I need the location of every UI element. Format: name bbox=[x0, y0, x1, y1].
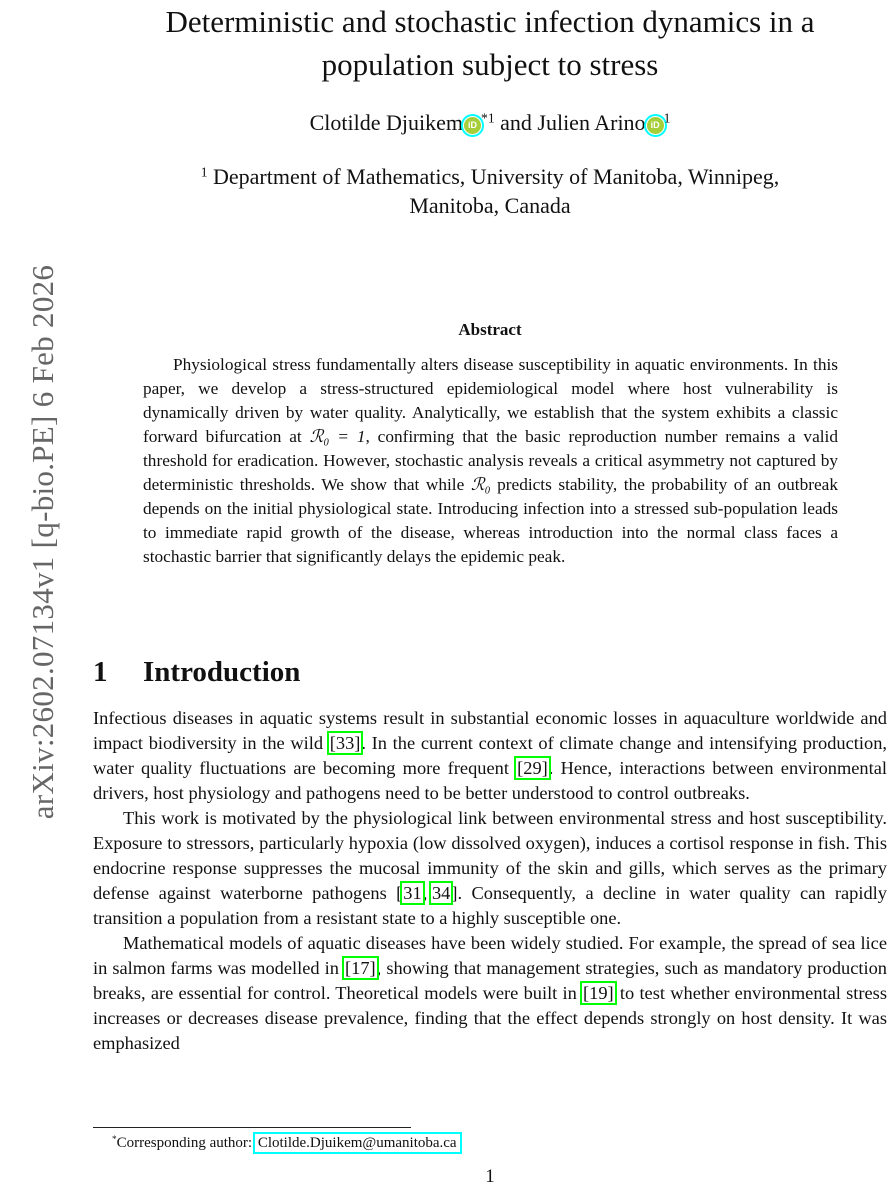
intro-paragraph-1: Infectious diseases in aquatic systems result in substantial economic losses in aquaculture worldwide and impact biodiversity in the wild [33]. In the current context of climate change and intensifying production, water quality fluctuations are becoming more frequent [29]. Hence, interactions between environmental drivers, host physiology and pathogens need to be better understood to control outbreaks. bbox=[93, 708, 887, 803]
citation-link-19[interactable]: [19] bbox=[583, 983, 614, 1003]
r0-symbol: ℛ₀ bbox=[470, 475, 491, 494]
footnote-marker: * bbox=[112, 1134, 117, 1145]
author-conjunction: and bbox=[500, 110, 532, 135]
orcid-icon[interactable]: iD bbox=[647, 117, 664, 134]
citation-link-31[interactable]: 31 bbox=[403, 883, 422, 903]
section-title: Introduction bbox=[143, 656, 301, 688]
section-heading-introduction bbox=[93, 652, 493, 692]
affiliation-marker: 1 bbox=[200, 164, 208, 180]
author-marks: *1 bbox=[481, 110, 495, 126]
affiliation-line-1: Department of Mathematics, University of Manitoba, Winnipeg, bbox=[213, 164, 780, 189]
orcid-icon[interactable]: iD bbox=[464, 117, 481, 134]
arxiv-identifier-stamp[interactable]: arXiv:2602.07134v1 [q-bio.PE] 6 Feb 2026 bbox=[25, 264, 60, 820]
citation-link-17[interactable]: [17] bbox=[345, 958, 376, 978]
title-line-2: population subject to stress bbox=[321, 47, 659, 82]
citation-link-33[interactable]: [33] bbox=[329, 733, 361, 753]
affiliation-line-2: Manitoba, Canada bbox=[409, 193, 571, 218]
affiliation bbox=[90, 162, 887, 220]
footnote-label: Corresponding author: bbox=[116, 1135, 253, 1151]
abstract-heading: Abstract bbox=[458, 320, 522, 339]
footnote bbox=[112, 1133, 812, 1153]
author-marks: 1 bbox=[663, 110, 671, 126]
introduction-body bbox=[93, 706, 887, 1056]
title-line-1: Deterministic and stochastic infection dynamics in a bbox=[165, 4, 815, 39]
section-number: 1 bbox=[93, 656, 108, 688]
footnote-divider bbox=[93, 1127, 411, 1128]
author-name-arino: Julien Arino bbox=[537, 110, 646, 135]
paper-title bbox=[90, 0, 887, 86]
intro-paragraph-2: This work is motivated by the physiological link between environmental stress and host susceptibility. Exposure to stressors, particularly hypoxia (low dissolved oxygen), induces a cortisol response in fish. This endocrine response suppresses the mucosal immunity of the skin and gills, which serves as the primary defense against waterborne pathogens [31, 34]. Consequently, a decline in water quality can rapidly transition a population from a resistant state to a highly susceptible one. bbox=[93, 808, 887, 928]
citation-link-29[interactable]: [29] bbox=[517, 758, 548, 778]
abstract-text: Physiological stress fundamentally alters disease susceptibility in aquatic environments. In this paper, we develop a stress-structured epidemiological model where host vulnerability is dynamically driven by water quality. Analytically, we establish that the system exhibits a classic forward bifurcation at ℛ₀ = 1, confirming that the basic reproduction number remains a valid threshold for eradication. However, stochastic analysis reveals a critical asymmetry not captured by deterministic thresholds. We show that while ℛ₀ predicts stability, the probability of an outbreak depends on the initial physiological state. Introducing infection into a stressed sub-population leads to immediate rapid growth of the disease, whereas introduction into the normal class faces a stochastic barrier that significantly delays the epidemic peak. bbox=[143, 355, 838, 566]
author-name-djuikem: Clotilde Djuikem bbox=[309, 110, 463, 135]
intro-paragraph-3: Mathematical models of aquatic diseases have been widely studied. For example, the spread of sea lice in salmon farms was modelled in [17], showing that management strategies, such as mandatory production breaks, are essential for control. Theoretical models were built in [19] to test whether environmental stress increases or decreases disease prevalence, finding that the effect depends strongly on host density. It was emphasized bbox=[93, 933, 887, 1053]
author-list bbox=[90, 108, 887, 138]
citation-link-34[interactable]: 34 bbox=[431, 883, 451, 903]
r0-equation: ℛ₀ = 1 bbox=[309, 427, 366, 446]
page-number: 1 bbox=[485, 1166, 495, 1187]
corresponding-email-link[interactable]: Clotilde.Djuikem@umanitoba.ca bbox=[257, 1135, 457, 1151]
